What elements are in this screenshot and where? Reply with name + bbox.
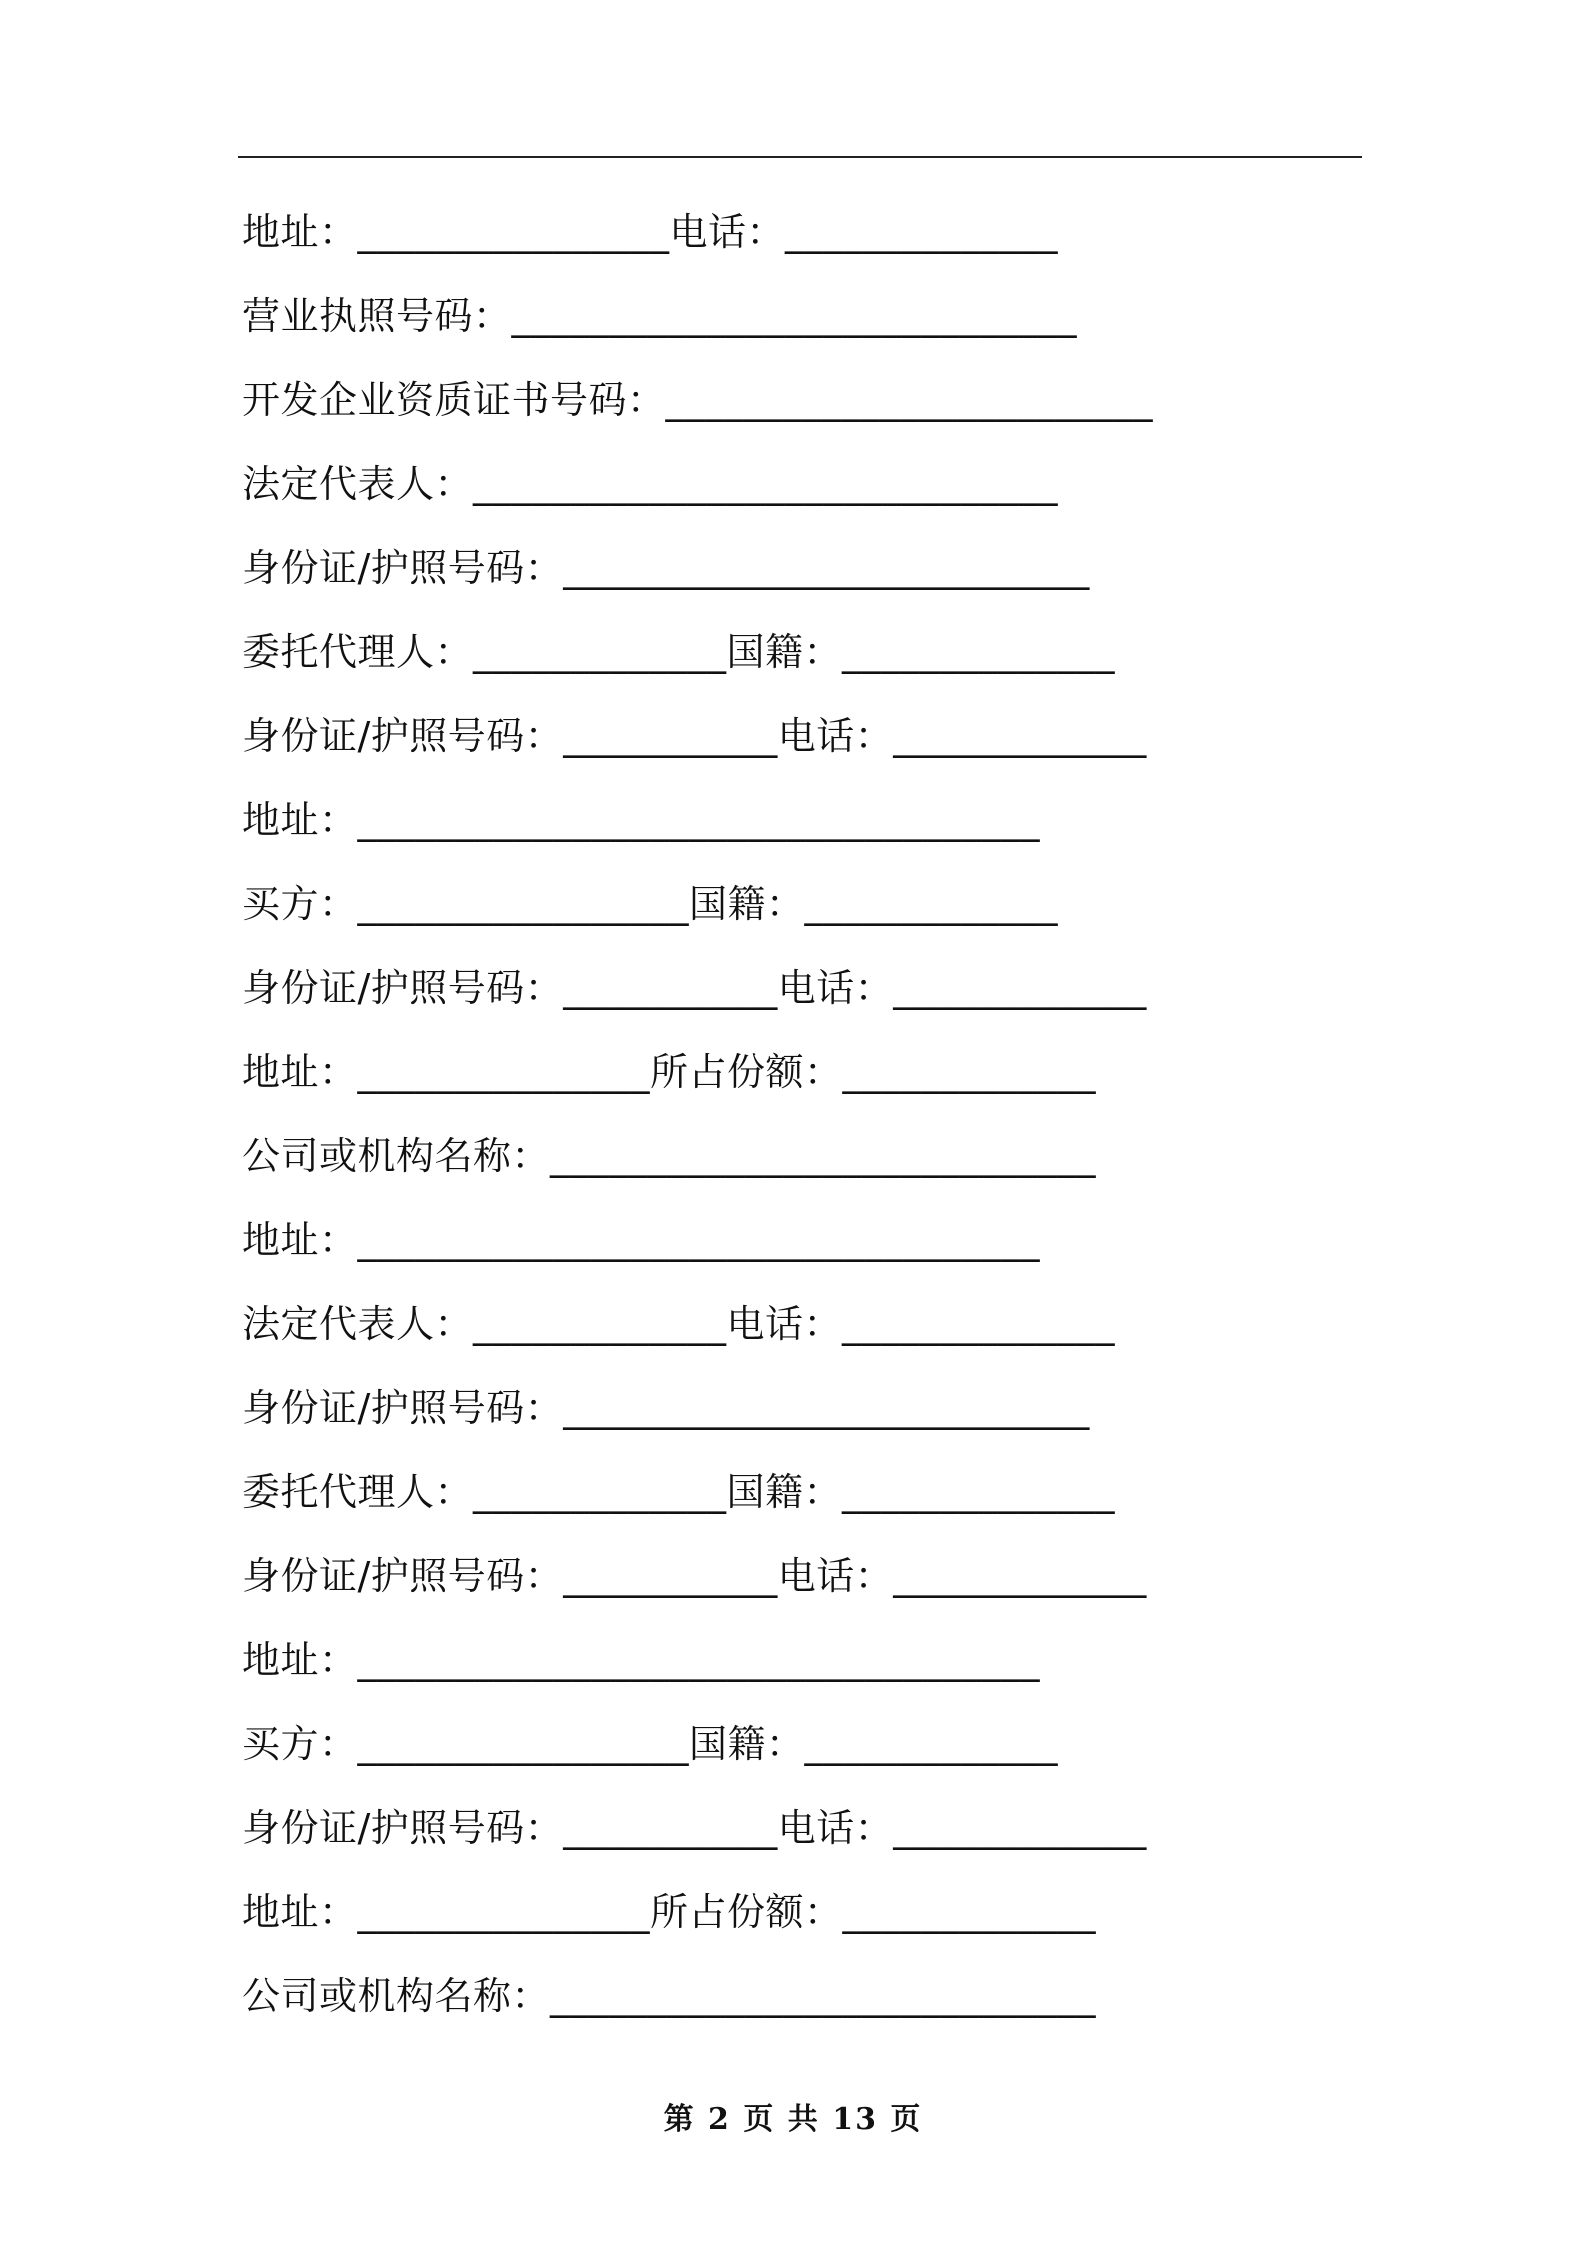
form-line-seller-address-phone: 地址：________________电话：______________: [242, 210, 1059, 254]
form-line-id-passport: 身份证/护照号码：___________________________: [242, 546, 1090, 590]
form-line-company-name: 公司或机构名称：____________________________: [242, 1974, 1097, 2018]
form-line-company-name: 公司或机构名称：____________________________: [242, 1134, 1097, 1178]
form-line-developer-qualification: 开发企业资质证书号码：_________________________: [242, 378, 1154, 422]
form-line-address-share: 地址：_______________所占份额：_____________: [242, 1890, 1097, 1934]
form-line-id-phone: 身份证/护照号码：___________电话：_____________: [242, 966, 1147, 1010]
form-line-id-phone: 身份证/护照号码：___________电话：_____________: [242, 1554, 1147, 1598]
form-line-address-share: 地址：_______________所占份额：_____________: [242, 1050, 1097, 1094]
form-line-address: 地址：___________________________________: [242, 798, 1041, 842]
form-line-address: 地址：___________________________________: [242, 1638, 1041, 1682]
form-line-address: 地址：___________________________________: [242, 1218, 1041, 1262]
page-number-footer: 第 2 页 共 13 页: [663, 2102, 923, 2137]
form-line-buyer-nationality: 买方：_________________国籍：_____________: [242, 882, 1059, 926]
form-line-legal-representative: 法定代表人：______________________________: [242, 462, 1059, 506]
form-line-agent-nationality: 委托代理人：_____________国籍：______________: [242, 630, 1116, 674]
form-line-id-passport: 身份证/护照号码：___________________________: [242, 1386, 1090, 1430]
form-line-legal-representative-phone: 法定代表人：_____________电话：______________: [242, 1302, 1116, 1346]
form-line-id-phone: 身份证/护照号码：___________电话：_____________: [242, 1806, 1147, 1850]
form-line-buyer-nationality: 买方：_________________国籍：_____________: [242, 1722, 1059, 1766]
form-line-agent-nationality: 委托代理人：_____________国籍：______________: [242, 1470, 1116, 1514]
header-rule: [238, 156, 1362, 158]
form-body: [242, 200, 1362, 2048]
form-line-business-license: 营业执照号码：_____________________________: [242, 294, 1078, 338]
form-line-id-phone: 身份证/护照号码：___________电话：_____________: [242, 714, 1147, 758]
